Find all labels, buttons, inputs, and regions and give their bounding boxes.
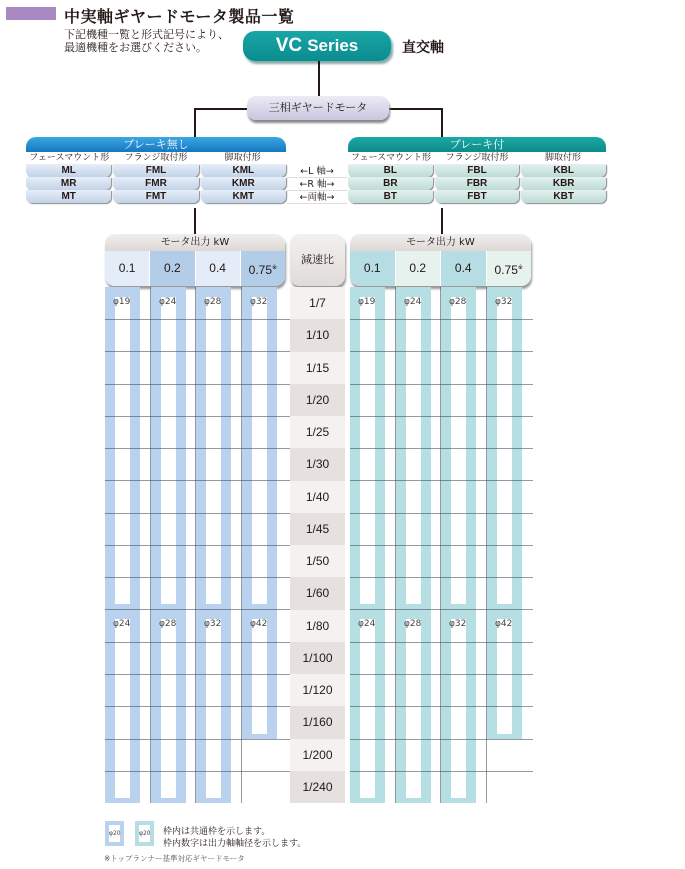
connector-line	[389, 108, 443, 110]
model-code: BT	[348, 190, 433, 203]
ratio-cell: 1/15	[290, 352, 345, 384]
model-code: FMR	[113, 177, 198, 190]
connector-line	[318, 61, 320, 96]
footnote: ※トップランナー基準対応ギヤードモータ	[104, 854, 245, 863]
frame-box: φ24	[396, 287, 431, 609]
model-code: FBT	[435, 190, 520, 203]
model-code: KBL	[521, 164, 606, 177]
frame-box: φ42	[487, 609, 522, 739]
model-row	[348, 190, 606, 203]
model-code: KBT	[521, 190, 606, 203]
model-row	[348, 177, 606, 190]
kw-value: 0.75※	[486, 251, 532, 286]
connector-line	[194, 208, 196, 234]
frame-grid-right	[350, 287, 533, 803]
model-code: ML	[26, 164, 111, 177]
ratio-cell: 1/30	[290, 448, 345, 480]
model-code: FBR	[435, 177, 520, 190]
ratio-cell: 1/80	[290, 610, 345, 642]
mount-type-labels: フェースマウント形 フランジ取付形 脚取付形	[351, 153, 581, 163]
ratio-cell: 1/50	[290, 545, 345, 577]
ratio-cell: 1/60	[290, 577, 345, 609]
ratio-header: 減速比	[290, 234, 345, 286]
frame-box: φ28	[151, 609, 186, 803]
model-row	[348, 164, 606, 177]
frame-box: φ32	[242, 287, 277, 609]
model-code: FMT	[113, 190, 198, 203]
frame-grid-left	[105, 287, 290, 803]
group-with-brake	[348, 137, 606, 203]
legend-text: 枠内は共通枠を示します。 枠内数字は出力軸軸径を示します。	[163, 827, 307, 849]
connector-line	[194, 108, 196, 138]
kw-value: 0.1	[105, 251, 149, 286]
group-header: ブレーキ付	[348, 137, 606, 152]
model-code: KMT	[201, 190, 286, 203]
model-code: FBL	[435, 164, 520, 177]
kw-value: 0.4	[440, 251, 486, 286]
kw-header-left: モータ出力 kW 0.1 0.2 0.4 0.75※	[105, 234, 285, 286]
frame-box: φ28	[441, 287, 476, 609]
page-subtitle: 下記機種一覧と形式記号により、 最適機種をお選びください。	[64, 28, 229, 54]
mount-type-labels: フェースマウント形 フランジ取付形 脚取付形	[29, 153, 261, 163]
ratio-cell: 1/240	[290, 771, 345, 803]
ratio-cell: 1/45	[290, 513, 345, 545]
group-no-brake	[26, 137, 286, 203]
model-code: FML	[113, 164, 198, 177]
ratio-cell: 1/200	[290, 739, 345, 771]
kw-value: 0.75※	[240, 251, 285, 286]
model-code: BL	[348, 164, 433, 177]
ratio-cell: 1/7	[290, 287, 345, 319]
ratio-cell: 1/40	[290, 481, 345, 513]
ratio-cell: 1/120	[290, 674, 345, 706]
frame-box: φ42	[242, 609, 277, 739]
connector-line	[441, 208, 443, 234]
shaft-type-label: 直交軸	[402, 40, 444, 56]
model-code: MT	[26, 190, 111, 203]
shaft-axis-labels: ←L 軸→ ←R 軸→ ←両軸→	[287, 165, 347, 204]
model-code: KBR	[521, 177, 606, 190]
frame-box: φ24	[105, 609, 140, 803]
frame-box: φ19	[105, 287, 140, 609]
kw-value: 0.2	[395, 251, 441, 286]
page-title: 中実軸ギヤードモータ製品一覧	[64, 7, 295, 26]
model-code: MR	[26, 177, 111, 190]
frame-box: φ32	[196, 609, 231, 803]
frame-box: φ28	[196, 287, 231, 609]
legend-sample-left: φ20	[105, 821, 124, 846]
legend-sample-right: φ20	[135, 821, 154, 846]
model-code: KML	[201, 164, 286, 177]
group-header: ブレーキ無し	[26, 137, 286, 152]
frame-box: φ19	[350, 287, 385, 609]
ratio-cell: 1/25	[290, 416, 345, 448]
ratio-column	[290, 287, 345, 803]
kw-value: 0.1	[350, 251, 395, 286]
model-row	[26, 177, 286, 190]
model-code: KMR	[201, 177, 286, 190]
frame-box: φ28	[396, 609, 431, 803]
frame-box: φ24	[350, 609, 385, 803]
connector-line	[194, 108, 247, 110]
kw-value: 0.2	[149, 251, 194, 286]
ratio-cell: 1/10	[290, 319, 345, 351]
frame-box: φ32	[487, 287, 522, 609]
connector-line	[441, 108, 443, 138]
motor-type-box: 三相ギヤードモータ	[247, 96, 389, 120]
ratio-cell: 1/100	[290, 642, 345, 674]
model-row	[26, 164, 286, 177]
header-accent-bar	[6, 7, 56, 20]
model-row	[26, 190, 286, 203]
kw-header-right: モータ出力 kW 0.1 0.2 0.4 0.75※	[350, 234, 531, 286]
ratio-cell: 1/20	[290, 384, 345, 416]
series-badge: VC Series	[243, 31, 391, 61]
ratio-cell: 1/160	[290, 706, 345, 738]
frame-box: φ24	[151, 287, 186, 609]
frame-box: φ32	[441, 609, 476, 803]
kw-value: 0.4	[195, 251, 240, 286]
model-code: BR	[348, 177, 433, 190]
